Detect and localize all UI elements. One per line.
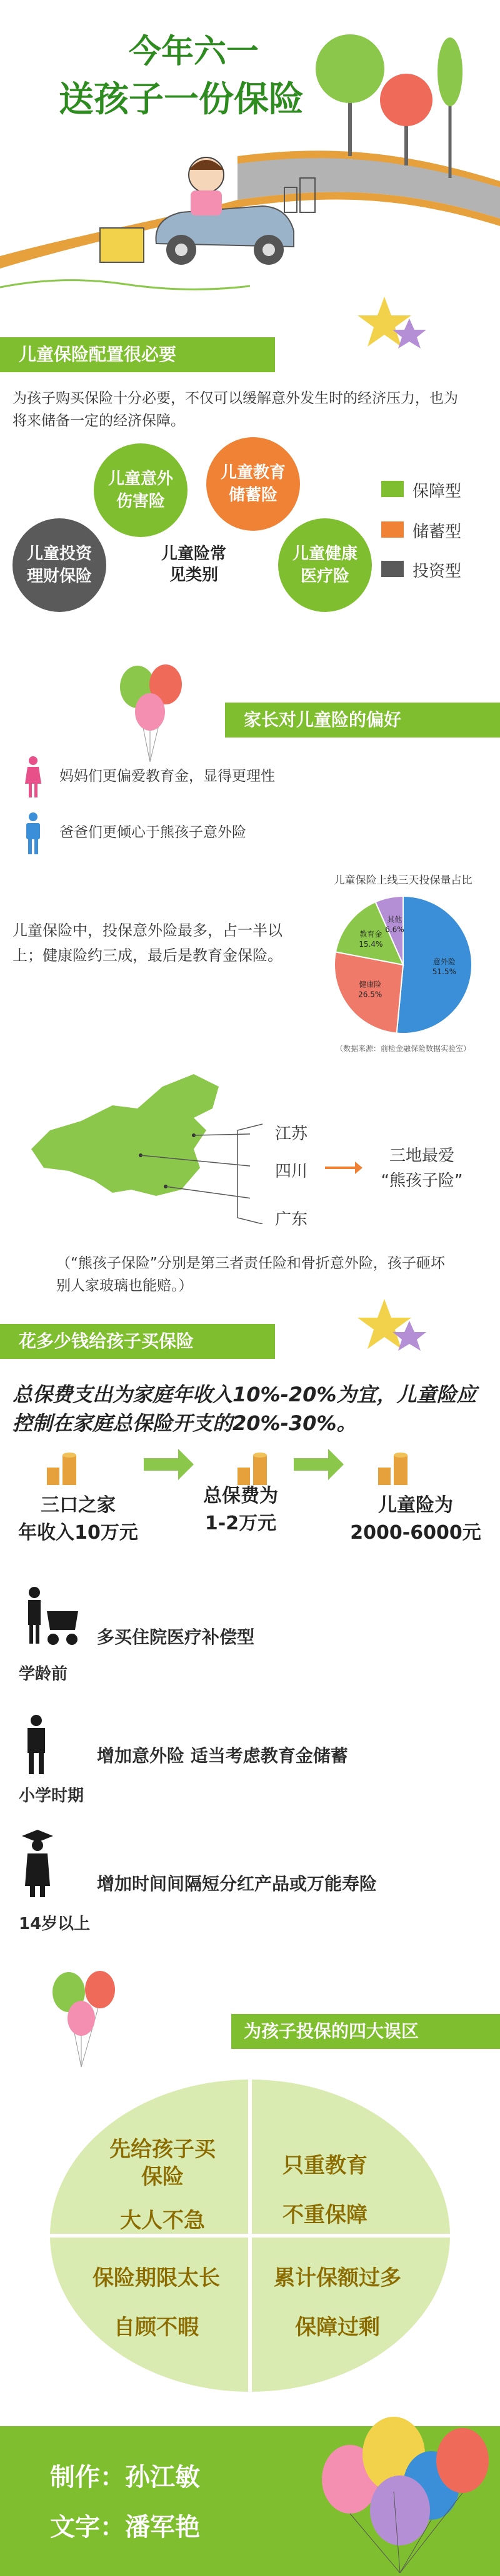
map-result-line1: 三地最爱 [389,1147,454,1165]
dad-icon [24,812,42,856]
star-icon-2 [356,1296,431,1364]
section4-banner [231,2014,500,2049]
circle-health: 儿童健康医疗险 [278,518,372,612]
legend-label-protection: 保障型 [412,482,462,501]
pie-label-3: 其他 [387,915,402,924]
coins-icon-1 [44,1449,81,1486]
myths-circle [47,2076,453,2395]
province-jiangsu: 江苏 [275,1125,308,1143]
china-map [6,1062,250,1212]
footer-balloons-icon [306,2398,494,2576]
legend-swatch-investment [381,561,404,577]
header-title-line1: 今年六一 [128,33,259,71]
stage-3-advice: 增加时间间隔短分红产品或万能寿险 [97,1873,378,1894]
pie-label-0: 意外险 [432,957,456,967]
legend-swatch-savings [381,521,404,538]
section2-title: 家长对儿童险的偏好 [244,709,402,730]
coins-icon-3 [375,1449,412,1486]
section4-title: 为孩子投保的四大误区 [244,2021,419,2041]
pie-chart [312,871,494,1059]
arrow-icon-2 [294,1449,344,1480]
section2-paragraph: 儿童保险中，投保意外险最多，占一半以上；健康险约三成，最后是教育金保险。 [12,922,282,964]
pie-value-3: 6.6% [385,925,404,934]
section1-title: 儿童保险配置很必要 [19,344,177,365]
parent-stroller-icon [19,1586,88,1649]
step-2: 总保费为 1-2万元 [203,1485,278,1534]
balloons-icon-2 [44,1967,119,2073]
map-note: （“熊孩子保险”分别是第三者责任险和骨折意外险，孩子砸坏别人家玻璃也能赔。） [56,1255,445,1294]
section1-intro: 为孩子购买保险十分必要，不仅可以缓解意外发生时的经济压力，也为将来储备一定的经济保障。 [12,390,458,429]
chart-title: 儿童保险上线三天投保量占比 [334,874,472,887]
pie-value-0: 51.5% [432,967,456,977]
circle-accident: 儿童意外伤害险 [94,443,188,537]
province-guangdong: 广东 [275,1210,308,1229]
dad-text: 爸爸们更倾心于熊孩子意外险 [59,824,246,841]
step-1: 三口之家 年收入10万元 [18,1494,138,1544]
stage-3-age: 14岁以上 [19,1915,91,1933]
circle-investment: 儿童投资理财保险 [12,518,106,612]
balloons-icon [106,662,188,768]
pie-value-2: 15.4% [359,939,383,949]
graduate-icon [19,1830,56,1898]
stage-2-age: 小学时期 [19,1787,84,1805]
myth-4: 累计保额过多 保障过剩 [274,2266,401,2340]
header-title-line2: 送孩子一份保险 [59,79,304,120]
circle-center-label: 儿童险常见类别 [161,545,226,585]
stage-2-advice: 增加意外险 适当考虑教育金储蓄 [97,1745,348,1766]
map-result-line2: “熊孩子险” [381,1172,463,1190]
arrow-right-icon [325,1158,362,1177]
stage-1-advice: 多买住院医疗补偿型 [97,1627,255,1647]
mom-text: 妈妈们更偏爱教育金，显得更理性 [59,768,275,784]
circle-education: 儿童教育储蓄险 [206,437,300,531]
student-icon [19,1714,56,1777]
header [0,0,500,294]
star-icon [356,294,431,362]
section1-banner [0,337,275,372]
legend-label-savings: 储蓄型 [412,523,462,541]
pie-svg [328,890,478,1040]
mom-icon [24,756,42,799]
province-sichuan: 四川 [275,1162,308,1181]
pie-value-1: 26.5% [358,990,382,999]
section2-banner [225,703,500,738]
step-3: 儿童险为 2000-6000元 [350,1494,481,1544]
footer-writer: 文字：潘军艳 [50,2513,200,2542]
stage-1-age: 学龄前 [19,1665,68,1684]
myth-2: 只重教育 不重保障 [282,2153,368,2228]
legend-label-investment: 投资型 [412,562,462,581]
section3-lead: 总保费支出为家庭年收入10%-20%为宜，儿童险应控制在家庭总保险开支的20%-30%。 [12,1383,477,1435]
pie-label-2: 教育金 [359,929,382,939]
map-bracket [225,1112,281,1224]
chart-source: （数据来源：前检金融保险数据实验室） [335,1044,471,1053]
section3-title: 花多少钱给孩子买保险 [19,1331,194,1351]
pie-label-1: 健康险 [359,980,382,989]
footer-maker: 制作：孙江敏 [50,2463,200,2492]
arrow-icon-1 [144,1449,194,1480]
section3-banner [0,1324,275,1359]
legend-swatch-protection [381,481,404,497]
myth-3: 保险期限太长 自顾不暇 [92,2266,220,2340]
myth-1: 先给孩子买保险 大人不急 [109,2137,216,2233]
